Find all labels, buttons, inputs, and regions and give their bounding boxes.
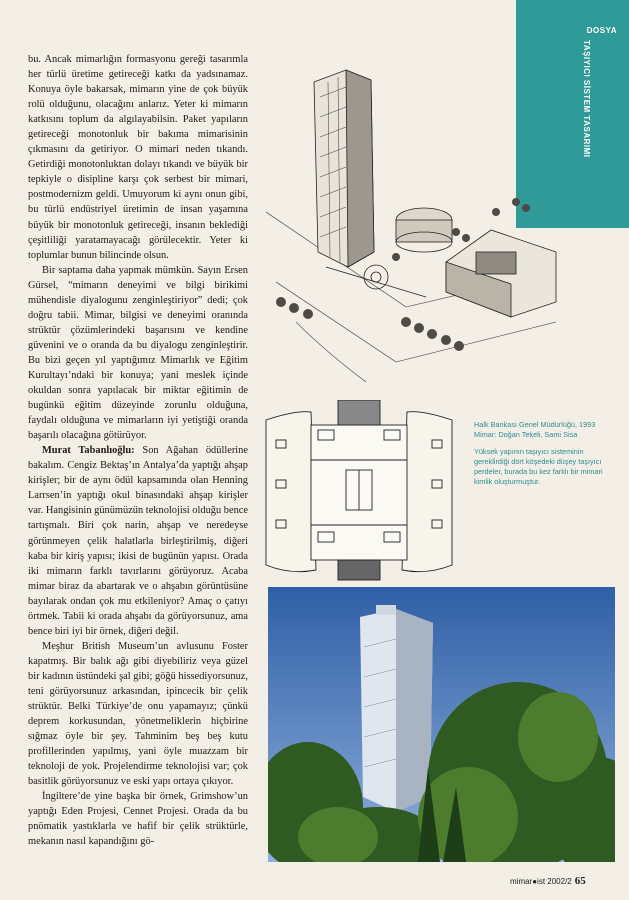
paragraph-5: İngiltere’de yine başka bir örnek, Grimshow’un yaptığı Eden Projesi, Cennet Projesi. Orada da bu pnömatik yastıklarla ve hafif bir çelik strüktürle, mekanın nasıl kapandığını gö- — [28, 791, 248, 848]
aerial-sketch — [256, 52, 562, 397]
paragraph-3: Murat Tabanlıoğlu: Son Ağahan ödüllerine bakalım. Cengiz Bektaş’ın Antalya’da yaptığı ahşap kirişler; bir de aynı ödül kapsamında olan Henning Larrsen’in yaptığı okul binasındaki ahşap kirişler var. Hangisinin günümüzün teknolojisi olduğu bence tartışmalı. Biri çok narin, ahşap ve neredeyse görünmeyen çelik halatlarla birleştirilmiş, diğeri kaba bir kiriş yapısı; ikisi de bugünün yapısı. Orada iki mimarın farklı tavırlarını görüyoruz. Acaba mimar biraz da abartarak ve o ahşabın görüntüsüne bayılarak ondan çok mu etkileniyor? Amaç o çatıyı örtmek. Tabii ki orada ahşabı da görüyorsunuz, ama bence biri iyi bir örnek, diğeri değil. — [28, 445, 248, 637]
section-vertical-title: TAŞIYICI SİSTEM TASARIMI — [582, 40, 591, 158]
paragraph-2: Bir saptama daha yapmak mümkün. Sayın Ersen Gürsel, “mimarın deneyimi ve bilgi birikimi mühendisle diyalogunu zenginleştiriyor” dedi; çok doğru tabii. Mimar, bilgisi ve deneyimi oranında strüktür çözümlerindeki başarısını ve kendine güvenini ve o oranda da bu diyalogu zenginleştirir. Bu bizi geçen yıl yaptığımız Mimarlık ve Eğitim Kurultayı’ndaki bir konuya; yani meslek içinde okuldan sonra yapılacak bir miktar eğitimin de bugünkü eğitim düzeyinde zorunlu olduğuna, faydalı olduğuna ve mimarların iyi yetiştiği oranda başarılı olacağına götürüyor. — [28, 264, 248, 442]
paragraph-1: bu. Ancak mimarlığın formasyonu gereği tasarımla her türlü üretime getireceği katkı da yadsınamaz. Konuya öyle bakarsak, mimarın yine de çok büyük rolü olduğunu, olacağını anlarız. Yeter ki mimarın katkısını toplum da algılayabilsin. Paket yapıların getireceği monotonluk bir bakıma mimarisinin çıkmasını da getiriyor. O mimari neden tıkandı. Getirdiği monotonluktan dolayı tıkandı ve büyük bir tepkiyle o disipline karşı çok serbest bir mimari, postmodernizm geldi. Umuyorum ki aynı onun gibi, bu türlü endüstriyel üretimin de insan yaşamına büyük bir monotonluk getireceği, insanın beklediği çeşitliliği yaratamayacağı görülecektir. Yeter ki toplumlar bunun bilincinde olsun. — [28, 54, 248, 261]
speaker-name: Murat Tabanlıoğlu: — [42, 445, 135, 457]
page-number: 65 — [574, 875, 586, 887]
figure-caption — [474, 420, 614, 494]
caption-architect: Mimar: Doğan Tekeli, Sami Sisa — [474, 430, 578, 439]
caption-description: Yüksek yapının taşıyıcı sisteminin gerekli̇rdiği dört köşedeki düşey taşıyıcı perdeler, burada bu kez farklı bir mimari kimlik oluşturmuştur. — [474, 447, 603, 486]
floor-plan — [256, 400, 462, 585]
caption-title: Halk Bankası Genel Müdürlüğü, 1993 — [474, 420, 596, 429]
page-footer — [510, 875, 586, 887]
section-label: DOSYA — [586, 26, 617, 35]
article-column — [28, 52, 248, 849]
tower-photo — [268, 587, 615, 862]
paragraph-4: Meşhur British Museum’un avlusunu Foster kapatmış. Bir balık ağı gibi diyebiliriz veya güzel bir kadının üstündeki şal gibi; göğü hissediyorsunuz, teni görüyorsunuz arkasından, ipincecik bir çelik strüktür. Belki Türkiye’de onu yapamayız; çünkü deprem korkusundan, yönetmeliklerin hiçbirine sığmaz öyle bir şey. Tahminim beş beş kutu profillerinden yapılmış, yani öyle muazzam bir teknoloji de yok. Projelendirme teknolojisi var; çok basitlik görüyorsunuz ve eski yapı ortaya çıkıyor. — [28, 640, 248, 788]
magazine-issue: mimar●ist 2002/2 — [510, 877, 572, 886]
